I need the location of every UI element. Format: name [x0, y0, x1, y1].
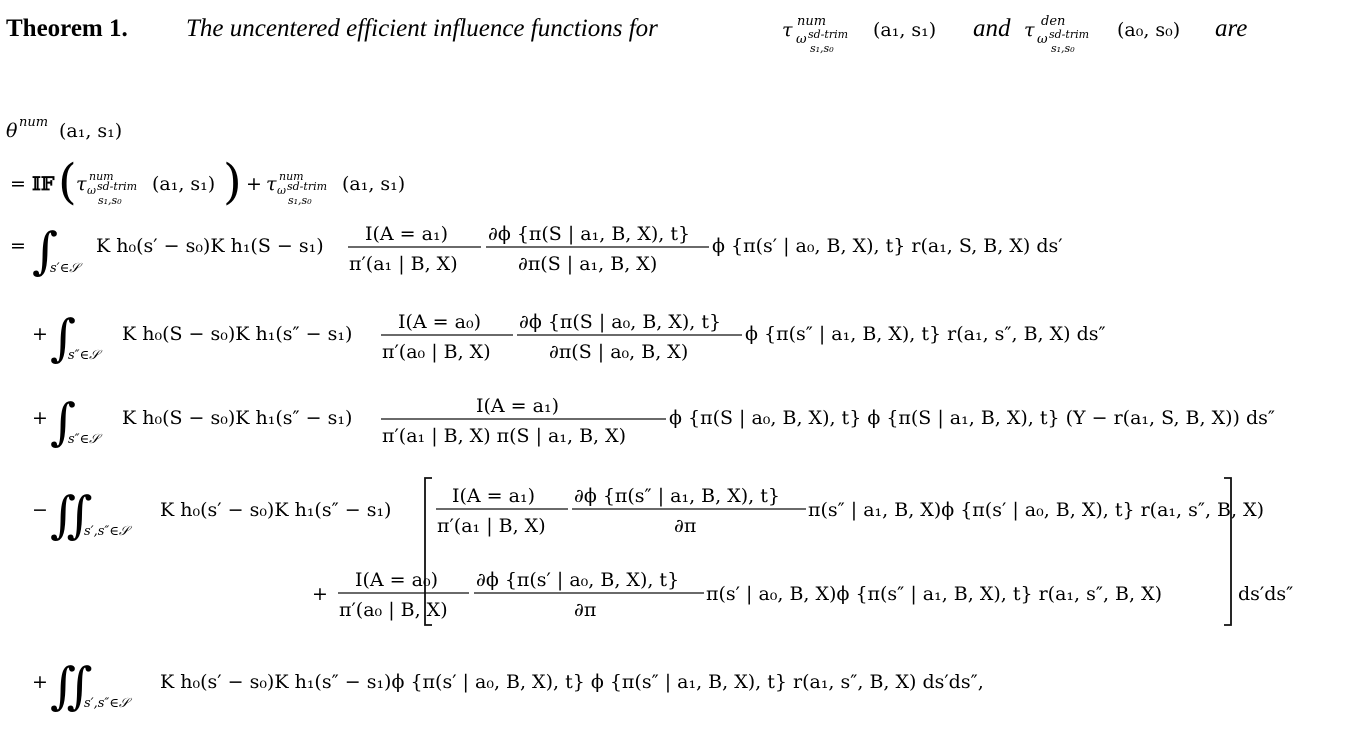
- fraction-numerator: ∂ϕ {π(S | a₁, B, X), t}: [488, 223, 691, 245]
- s1s0-if: s₁,s₀: [98, 194, 122, 207]
- line-tail: π(s″ | a₁, B, X)ϕ {π(s′ | a₀, B, X), t} r(a₁, s″, B, X): [808, 499, 1265, 521]
- equation-line-if: [10, 154, 405, 210]
- fraction-denominator: π′(a₁ | B, X) π(S | a₁, B, X): [382, 425, 627, 447]
- if-operator: 𝕀𝔽: [32, 173, 55, 195]
- tau-if: τ: [76, 173, 87, 195]
- tau-plus-sup: num: [279, 170, 304, 183]
- sd-trim-if: sd-trim: [97, 180, 138, 193]
- omega-den-sub: ω: [1037, 32, 1048, 47]
- kernel-product: K h₀(s′ − s₀)K h₁(s″ − s₁): [160, 499, 392, 521]
- integral-domain: s′∈𝒮: [50, 261, 80, 276]
- fraction-denominator: π′(a₀ | B, X): [339, 599, 448, 621]
- line-tail: K h₀(s′ − s₀)K h₁(s″ − s₁)ϕ {π(s′ | a₀, B, X), t} ϕ {π(s″ | a₁, B, X), t} r(a₁, s″, B, X) ds′ds″,: [160, 671, 984, 693]
- paren-close: ): [223, 154, 242, 210]
- fraction-denominator: ∂π(S | a₀, B, X): [549, 341, 689, 363]
- tau-den-args: (a₀, s₀): [1117, 19, 1181, 41]
- tau-sup-num: num: [797, 14, 827, 29]
- fraction-numerator: I(A = a₁): [476, 395, 559, 417]
- double-integral-sign: ∬: [50, 486, 93, 544]
- tau-if-sup: num: [89, 170, 114, 183]
- omega-plus: ω: [277, 184, 286, 197]
- plus-sign: +: [32, 323, 48, 345]
- omega-if: ω: [87, 184, 96, 197]
- theorem-are-text: are: [1215, 15, 1248, 42]
- integral-sign: ∫: [50, 393, 77, 451]
- equation-line-term6: [32, 657, 984, 715]
- fraction-denominator: π′(a₁ | B, X): [437, 515, 546, 537]
- kernel-product: K h₀(S − s₀)K h₁(s″ − s₁): [122, 407, 353, 429]
- double-integral-sign: ∬: [50, 657, 93, 715]
- sd-trim-plus: sd-trim: [287, 180, 328, 193]
- fraction-denominator: ∂π: [674, 515, 697, 537]
- equation-line-term3: [32, 393, 1275, 451]
- plus-sign: +: [32, 671, 48, 693]
- theorem-label: Theorem 1.: [6, 15, 128, 42]
- line-tail: π(s′ | a₀, B, X)ϕ {π(s″ | a₁, B, X), t} r(a₁, s″, B, X): [706, 583, 1163, 605]
- kernel-product: K h₀(S − s₀)K h₁(s″ − s₁): [122, 323, 353, 345]
- line-end: ds′ds″: [1238, 583, 1294, 605]
- integral-domain: s′,s″∈𝒮: [84, 696, 129, 711]
- theorem-lead-text: The uncentered efficient influence functions for: [186, 15, 658, 42]
- integral-domain: s′,s″∈𝒮: [84, 524, 129, 539]
- tau-plus: τ: [266, 173, 277, 195]
- integral-sign: ∫: [50, 309, 77, 367]
- sd-trim-sup: sd-trim: [808, 28, 849, 41]
- tau-sup-den: den: [1041, 14, 1066, 29]
- s1s0-plus: s₁,s₀: [288, 194, 312, 207]
- plus-sign: +: [246, 173, 262, 195]
- tau-den-symbol: τ: [1024, 19, 1035, 41]
- s1s0-sub: s₁,s₀: [810, 42, 834, 55]
- plus-sign: +: [312, 583, 328, 605]
- theta-symbol: θ: [6, 120, 18, 142]
- theta-args: (a₁, s₁): [59, 120, 123, 142]
- tau-if-args: (a₁, s₁): [152, 173, 216, 195]
- equation-line-term2: [32, 309, 1106, 367]
- equals-sign: =: [10, 173, 26, 195]
- integral-sign: ∫: [32, 222, 59, 280]
- fraction-denominator: ∂π(S | a₁, B, X): [518, 253, 658, 275]
- line-tail: ϕ {π(s″ | a₁, B, X), t} r(a₁, s″, B, X) ds″: [745, 323, 1106, 345]
- tau-symbol: τ: [782, 19, 793, 41]
- equation-line-theta: [6, 115, 122, 142]
- fraction-denominator: π′(a₁ | B, X): [349, 253, 458, 275]
- sd-trim-den-sup: sd-trim: [1049, 28, 1090, 41]
- line-tail: ϕ {π(s′ | a₀, B, X), t} r(a₁, S, B, X) ds′: [712, 235, 1063, 257]
- kernel-product: K h₀(s′ − s₀)K h₁(S − s₁): [96, 235, 324, 257]
- theorem-and-text: and: [973, 15, 1011, 42]
- paren-open: (: [58, 154, 77, 210]
- fraction-numerator: ∂ϕ {π(s′ | a₀, B, X), t}: [476, 569, 680, 591]
- plus-sign: +: [32, 407, 48, 429]
- fraction-denominator: π′(a₀ | B, X): [382, 341, 491, 363]
- fraction-numerator: I(A = a₁): [365, 223, 448, 245]
- equals-sign-2: =: [10, 235, 26, 257]
- integral-domain: s″∈𝒮: [68, 348, 100, 363]
- equation-line-term1: [10, 222, 1063, 280]
- fraction-numerator: ∂ϕ {π(S | a₀, B, X), t}: [519, 311, 722, 333]
- omega-sub: ω: [796, 32, 807, 47]
- fraction-numerator: I(A = a₀): [355, 569, 438, 591]
- tau-plus-args: (a₁, s₁): [342, 173, 406, 195]
- line-tail: ϕ {π(S | a₀, B, X), t} ϕ {π(S | a₁, B, X), t} (Y − r(a₁, S, B, X)) ds″: [669, 407, 1275, 429]
- s1s0-den-sub: s₁,s₀: [1051, 42, 1075, 55]
- theorem-statement: [6, 14, 1247, 55]
- minus-sign: −: [32, 499, 48, 521]
- fraction-denominator: ∂π: [574, 599, 597, 621]
- integral-domain: s″∈𝒮: [68, 432, 100, 447]
- fraction-numerator: ∂ϕ {π(s″ | a₁, B, X), t}: [574, 485, 780, 507]
- fraction-numerator: I(A = a₁): [452, 485, 535, 507]
- fraction-numerator: I(A = a₀): [398, 311, 481, 333]
- theta-sup: num: [19, 115, 49, 130]
- tau-num-args: (a₁, s₁): [873, 19, 937, 41]
